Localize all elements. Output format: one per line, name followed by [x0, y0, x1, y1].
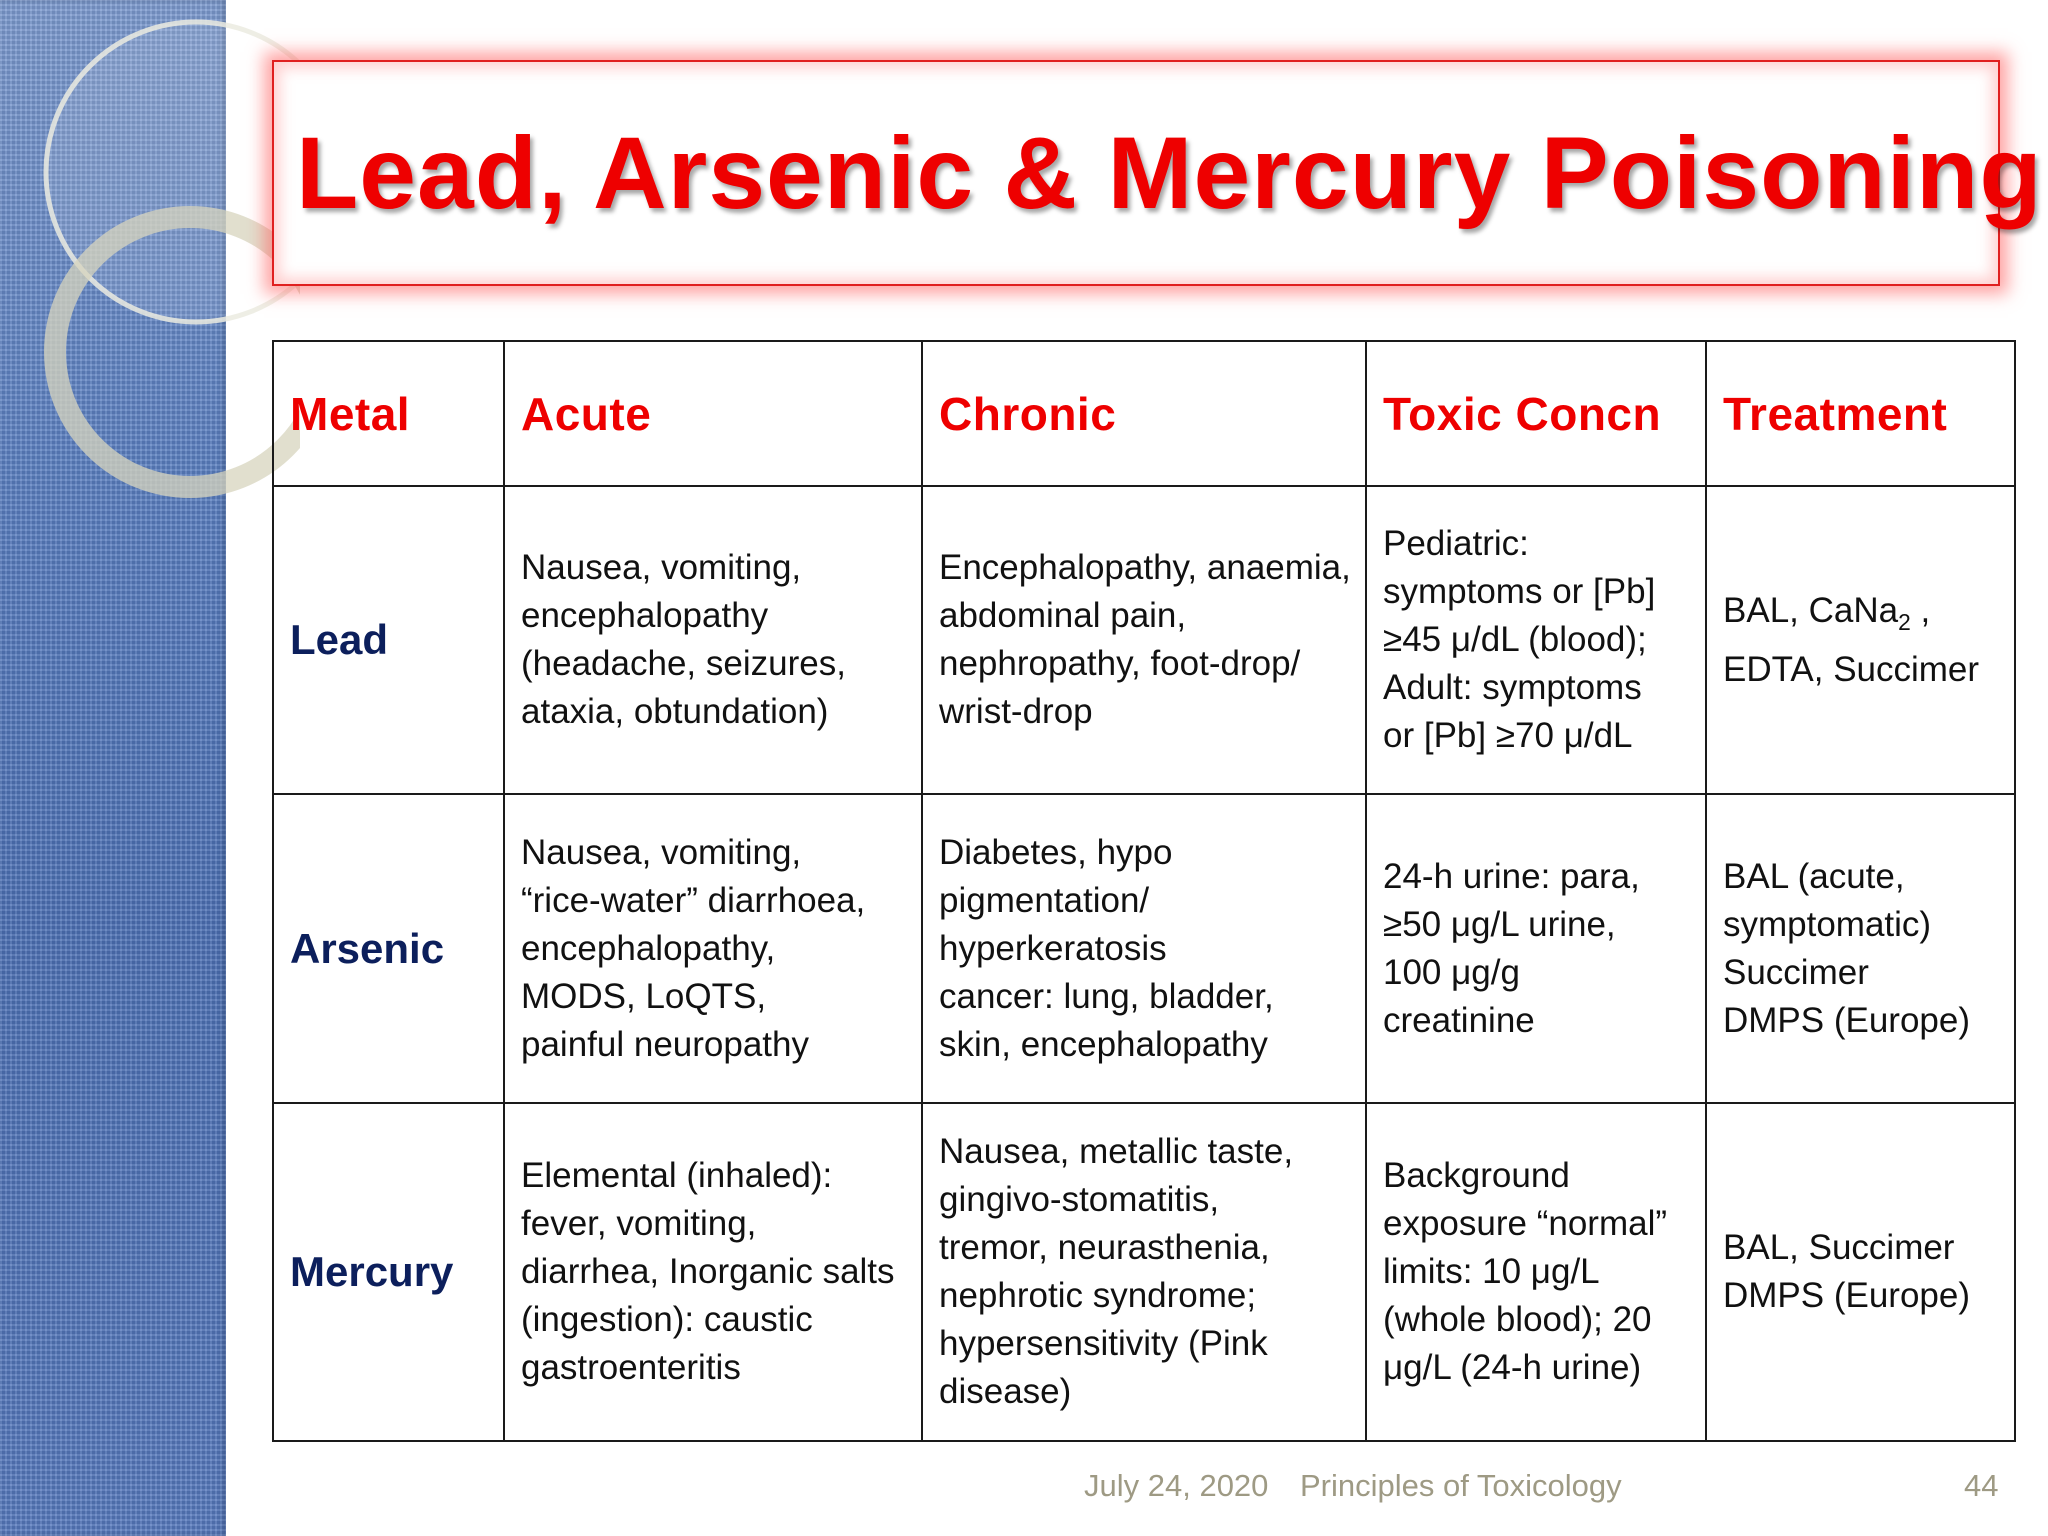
header-toxic-concn: Toxic Concn	[1366, 341, 1706, 486]
acute-line: Elemental (inhaled):	[521, 1156, 833, 1195]
chronic-line: Nausea, metallic taste,	[939, 1132, 1294, 1171]
decorative-rings-icon	[0, 0, 300, 520]
footer-date: July 24, 2020	[1084, 1468, 1269, 1503]
chronic-line: cancer: lung, bladder,	[939, 976, 1274, 1016]
acute-line: encephalopathy,	[521, 928, 776, 968]
acute-line: fever, vomiting,	[521, 1204, 757, 1243]
toxic-concn-cell	[1366, 486, 1706, 794]
treatment-line: DMPS (Europe)	[1723, 1000, 1971, 1040]
chronic-line: tremor, neurasthenia,	[939, 1228, 1270, 1267]
toxic-line: ≥45 μ/dL (blood);	[1383, 620, 1647, 659]
toxic-line: 24-h urine: para,	[1383, 856, 1640, 896]
treatment-line: EDTA, Succimer	[1723, 649, 1980, 689]
treatment-prefix: BAL, CaNa	[1723, 590, 1899, 630]
header-acute: Acute	[504, 341, 922, 486]
toxic-concn-cell	[1366, 1103, 1706, 1441]
treatment-line: DMPS (Europe)	[1723, 1276, 1971, 1315]
chronic-line: Diabetes, hypo	[939, 832, 1173, 872]
toxic-line: or [Pb] ≥70 μ/dL	[1383, 716, 1633, 755]
treatment-line: BAL (acute,	[1723, 856, 1905, 896]
toxic-line: Adult: symptoms	[1383, 668, 1642, 707]
chronic-line: hyperkeratosis	[939, 928, 1167, 968]
toxic-line: creatinine	[1383, 1000, 1535, 1040]
page-number: 44	[1964, 1468, 1999, 1503]
chronic-cell	[922, 486, 1366, 794]
treatment-line: BAL, Succimer	[1723, 1228, 1955, 1267]
header-metal: Metal	[273, 341, 504, 486]
treatment-cell	[1706, 486, 2015, 794]
metal-name: Lead	[273, 486, 504, 794]
chronic-line: pigmentation/	[939, 880, 1150, 920]
chronic-cell	[922, 1103, 1366, 1441]
chronic-line: disease)	[939, 1372, 1072, 1411]
toxic-line: Pediatric:	[1383, 524, 1529, 563]
chronic-line: nephropathy, foot-drop/	[939, 644, 1301, 683]
treatment-line: Succimer	[1723, 952, 1869, 992]
chronic-line: gingivo-stomatitis,	[939, 1180, 1220, 1219]
chronic-line: hypersensitivity (Pink	[939, 1324, 1268, 1363]
slide-title: Lead, Arsenic & Mercury Poisoning	[296, 115, 2043, 230]
acute-line: “rice-water” diarrhoea,	[521, 880, 866, 920]
toxic-line: μg/L (24-h urine)	[1383, 1348, 1642, 1387]
treatment-subscript: 2	[1898, 608, 1911, 635]
poisoning-table	[272, 340, 2016, 1442]
toxic-line: Background	[1383, 1156, 1570, 1195]
title-box	[272, 60, 2043, 286]
header-treatment: Treatment	[1706, 341, 2015, 486]
metal-name: Arsenic	[273, 794, 504, 1103]
header-chronic: Chronic	[922, 341, 1366, 486]
chronic-line: Encephalopathy, anaemia,	[939, 548, 1351, 587]
treatment-cell	[1706, 794, 2015, 1103]
acute-cell	[504, 486, 922, 794]
table-row-mercury	[273, 1103, 2015, 1441]
chronic-line: skin, encephalopathy	[939, 1024, 1268, 1064]
treatment-line: symptomatic)	[1723, 904, 1932, 944]
toxic-line: limits: 10 μg/L	[1383, 1252, 1600, 1291]
chronic-cell	[922, 794, 1366, 1103]
toxic-line: exposure “normal”	[1383, 1204, 1667, 1243]
acute-line: (ingestion): caustic	[521, 1300, 813, 1339]
footer-title: Principles of Toxicology	[1300, 1468, 1622, 1503]
acute-line: ataxia, obtundation)	[521, 692, 829, 731]
table-row-arsenic	[273, 794, 2015, 1103]
acute-line: encephalopathy	[521, 596, 769, 635]
acute-line: diarrhea, Inorganic salts	[521, 1252, 895, 1291]
acute-cell	[504, 794, 922, 1103]
acute-line: gastroenteritis	[521, 1348, 741, 1387]
acute-line: MODS, LoQTS,	[521, 976, 767, 1016]
acute-line: painful neuropathy	[521, 1024, 809, 1064]
treatment-cell	[1706, 1103, 2015, 1441]
chronic-line: nephrotic syndrome;	[939, 1276, 1257, 1315]
acute-line: Nausea, vomiting,	[521, 832, 802, 872]
toxic-line: symptoms or [Pb]	[1383, 572, 1656, 611]
treatment-line	[1723, 587, 1998, 646]
toxic-line: ≥50 μg/L urine,	[1383, 904, 1616, 944]
toxic-concn-cell	[1366, 794, 1706, 1103]
toxic-line: (whole blood); 20	[1383, 1300, 1652, 1339]
chronic-line: abdominal pain,	[939, 596, 1187, 635]
chronic-line: wrist-drop	[939, 692, 1093, 731]
acute-line: (headache, seizures,	[521, 644, 846, 683]
toxic-line: 100 μg/g	[1383, 952, 1520, 992]
treatment-suffix: ,	[1910, 590, 1931, 630]
metal-name: Mercury	[273, 1103, 504, 1441]
table-header-row	[273, 341, 2015, 486]
acute-cell	[504, 1103, 922, 1441]
acute-line: Nausea, vomiting,	[521, 548, 802, 587]
table-row-lead	[273, 486, 2015, 794]
